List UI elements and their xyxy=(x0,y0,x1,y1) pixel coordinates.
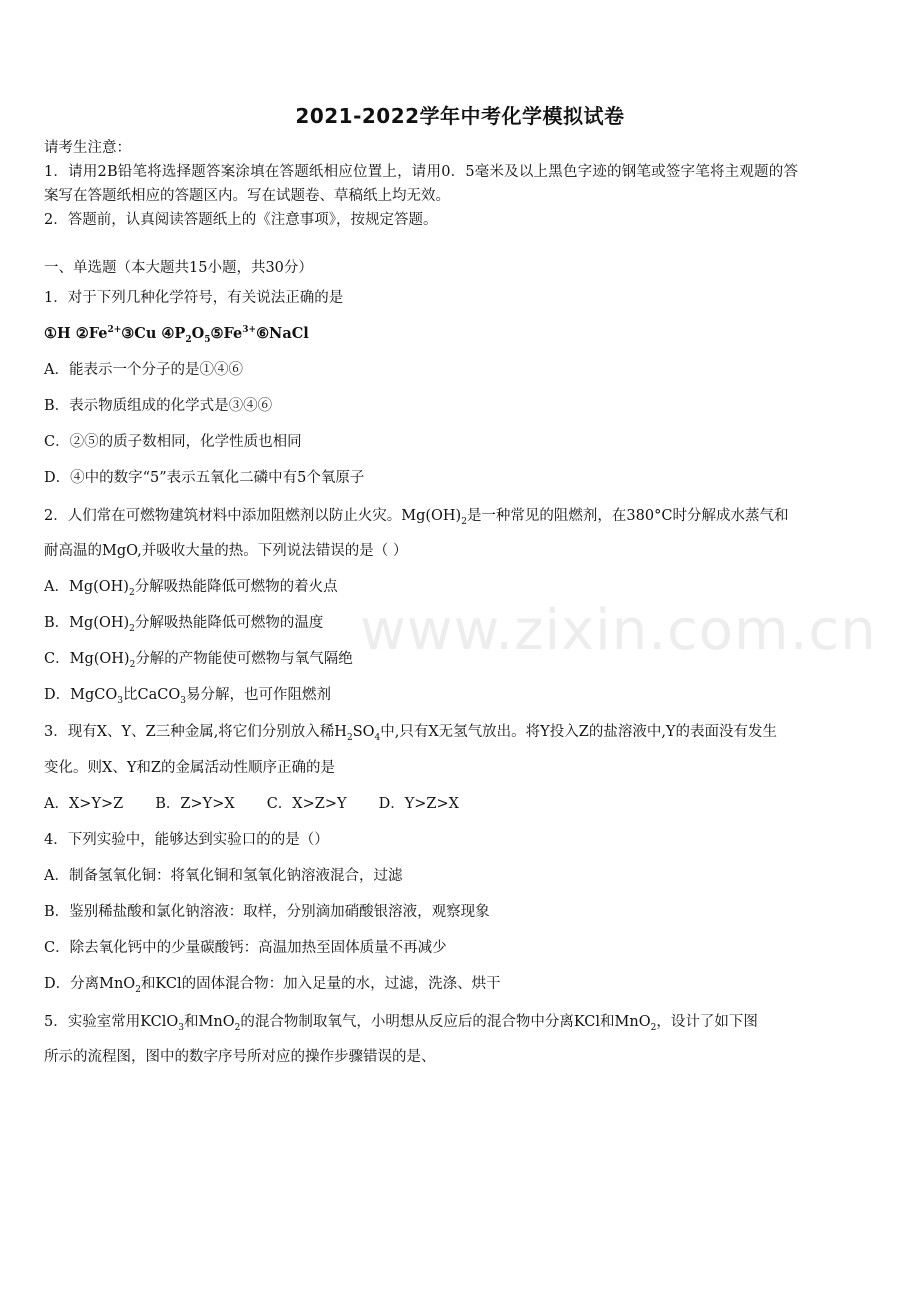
notice-item-1-line-2: 案写在答题纸相应的答题区内。写在试题卷、草稿纸上均无效。 xyxy=(44,188,450,204)
q3-stem-line-1: 3．现有X、Y、Z三种金属,将它们分别放入稀$H_2SO_4$中,只有X无氢气放出。将Y投入Z的盐溶液中,Y的表面没有发生 xyxy=(44,724,778,743)
notice-item-2: 2．答题前，认真阅读答题纸上的《注意事项》，按规定答题。 xyxy=(44,212,438,228)
q2-option-a: A．$Mg(OH)_2$分解吸热能降低可燃物的着火点 xyxy=(44,579,338,598)
q2-stem-line-2: 耐高温的MgO,并吸收大量的热。下列说法错误的是（ ） xyxy=(44,543,408,559)
q3-options xyxy=(44,794,491,814)
page-title: 2021-2022学年中考化学模拟试卷 xyxy=(295,104,625,128)
q4-stem: 4．下列实验中，能够达到实验口的的是（） xyxy=(44,832,329,848)
q2-option-b: B．$Mg(OH)_2$分解吸热能降低可燃物的温度 xyxy=(44,615,324,634)
q4-option-c: C．除去氧化钙中的少量碳酸钙：高温加热至固体质量不再减少 xyxy=(44,940,447,956)
q3-stem-line-2: 变化。则X、Y和Z的金属活动性顺序正确的是 xyxy=(44,760,335,776)
q1-option-a: A．能表示一个分子的是①④⑥ xyxy=(44,362,243,378)
q2-option-d: D．MgCO$_3$比CaCO$_3$易分解，也可作阻燃剂 xyxy=(44,687,331,706)
q3-option-d: D．Y>Z>X xyxy=(378,796,459,812)
q2-option-c: C．$Mg(OH)_2$分解的产物能使可燃物与氧气隔绝 xyxy=(44,651,353,670)
q3-option-b: B．Z>Y>X xyxy=(155,796,235,812)
watermark: www.zixin.com.cn xyxy=(360,598,877,663)
q1-stem: 1．对于下列几种化学符号，有关说法正确的是 xyxy=(44,290,344,306)
q1-symbols: ①H $②Fe^{2+}③Cu$ $④P_2O_5⑤Fe^{3+}⑥NaCl$ xyxy=(44,325,309,345)
notice-item-1-line-1: 1．请用2B铅笔将选择题答案涂填在答题纸相应位置上，请用0．5毫米及以上黑色字迹的钢笔或签字笔将主观题的答 xyxy=(44,164,799,180)
q3-option-a: A．X>Y>Z xyxy=(44,796,124,812)
q1-option-b: B．表示物质组成的化学式是③④⑥ xyxy=(44,398,273,414)
q5-stem-line-1: 5．实验室常用KClO$_3$和MnO$_2$的混合物制取氧气，小明想从反应后的混合物中分离KCl和MnO$_2$，设计了如下图 xyxy=(44,1014,758,1033)
q4-option-d: D．分离MnO$_2$和KCl的固体混合物：加入足量的水，过滤，洗涤、烘干 xyxy=(44,976,501,995)
q1-option-d: D．④中的数字“5”表示五氧化二磷中有5个氧原子 xyxy=(44,470,365,486)
q4-option-a: A．制备氢氧化铜：将氧化铜和氢氧化钠溶液混合，过滤 xyxy=(44,868,403,884)
q5-stem-line-2: 所示的流程图，图中的数字序号所对应的操作步骤错误的是、 xyxy=(44,1049,436,1065)
notice-heading: 请考生注意： xyxy=(44,140,131,156)
q1-option-c: C．②⑤的质子数相同，化学性质也相同 xyxy=(44,434,302,450)
q4-option-b: B．鉴别稀盐酸和氯化钠溶液：取样，分别滴加硝酸银溶液，观察现象 xyxy=(44,904,490,920)
q3-option-c: C．X>Z>Y xyxy=(266,796,347,812)
section-heading: 一、单选题（本大题共15小题，共30分） xyxy=(44,260,313,276)
q2-stem-line-1: 2．人们常在可燃物建筑材料中添加阻燃剂以防止火灾。$Mg(OH)_2$是一种常见的阻燃剂，在380°C时分解成水蒸气和 xyxy=(44,508,789,527)
